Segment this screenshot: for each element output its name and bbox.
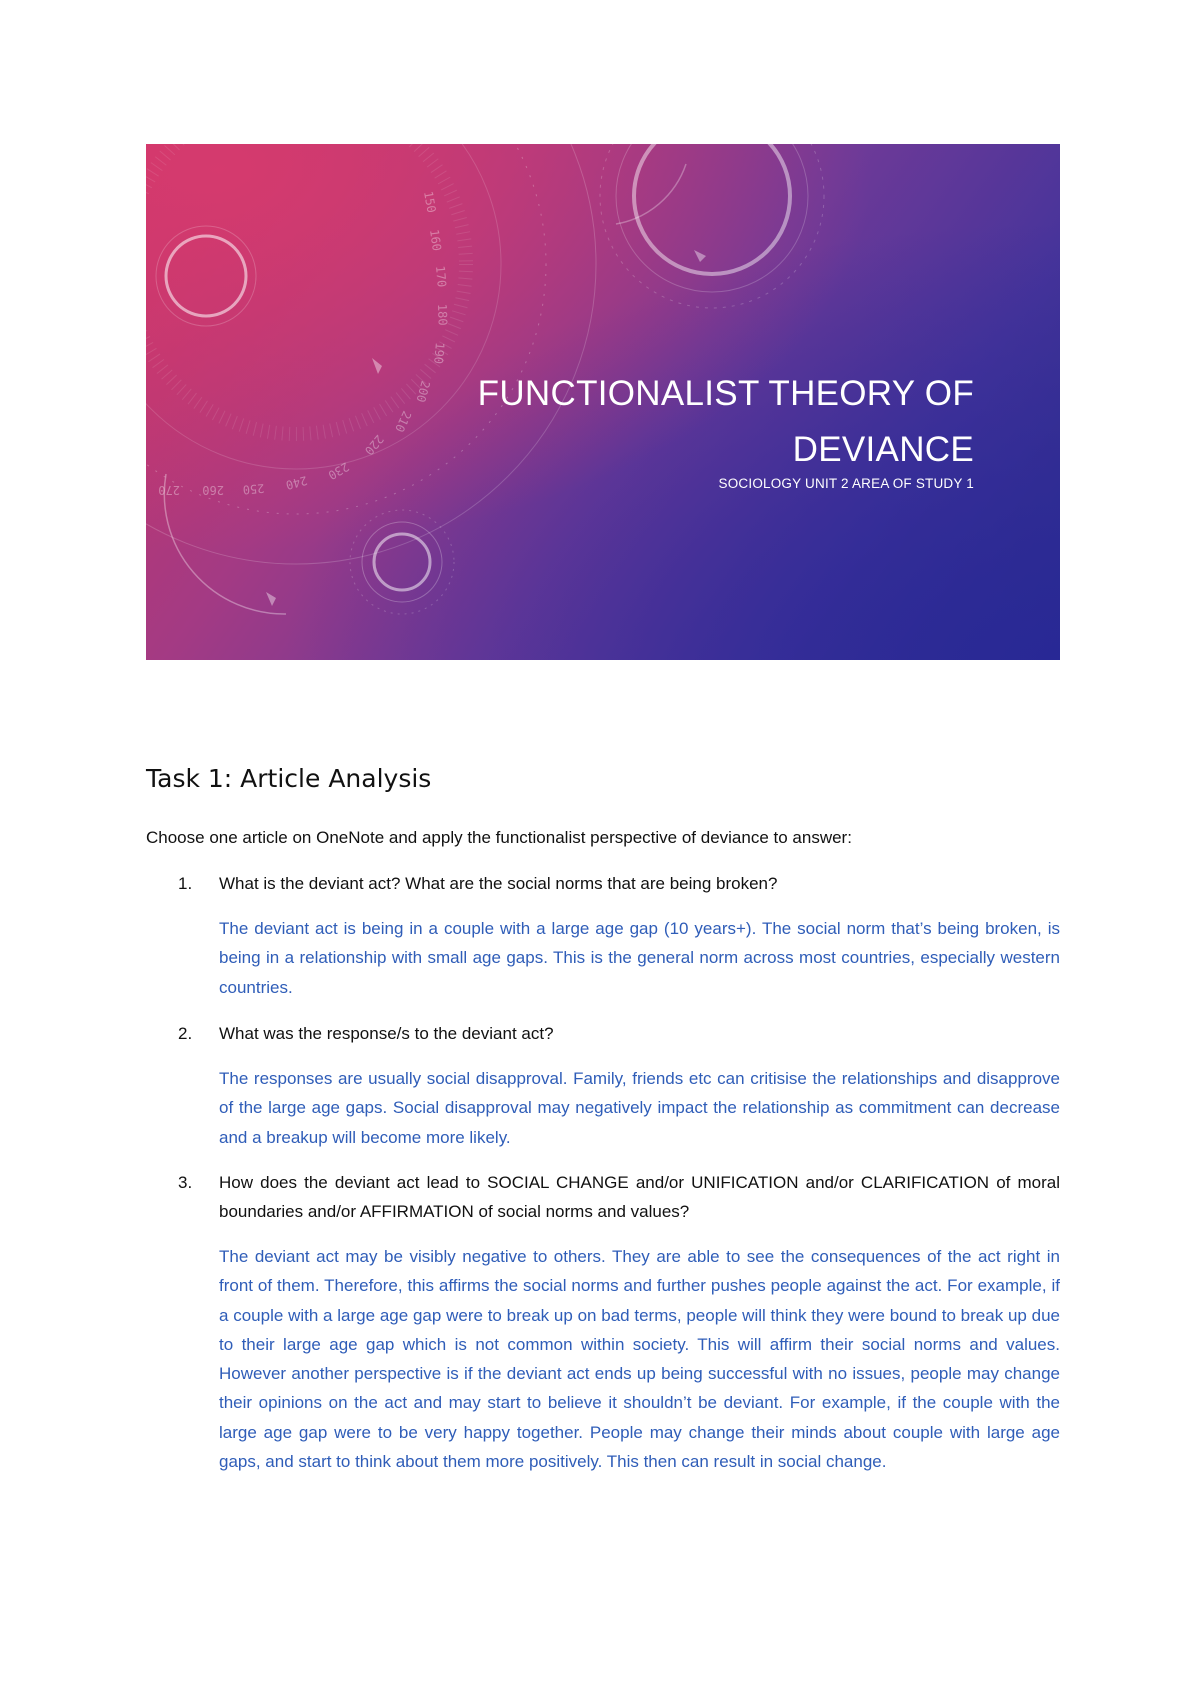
- title-banner-image: [146, 144, 1060, 660]
- svg-text:260: 260: [202, 483, 224, 497]
- question-2-text: What was the response/s to the deviant act?: [219, 1024, 554, 1043]
- banner-title: FUNCTIONALIST THEORY OF DEVIANCE: [477, 374, 974, 469]
- svg-text:160: 160: [427, 228, 444, 252]
- answer-2-text: The responses are usually social disapproval. Family, friends etc can critisise the relationships and disapprove of the large age gaps. Social disapproval may negatively impact the relationship as commitment can decrease and a breakup will become more likely.: [219, 1069, 1060, 1147]
- answer-1-text: The deviant act is being in a couple with a large age gap (10 years+). The social norm that’s being broken, is being in a relationship with small age gaps. This is the general norm across most countries, especially western countries.: [219, 919, 1060, 997]
- task-heading: Task 1: Article Analysis: [146, 764, 432, 793]
- svg-text:270: 270: [158, 483, 180, 497]
- svg-text:150: 150: [421, 190, 439, 214]
- question-2-number: 2.: [178, 1024, 193, 1043]
- question-3-number: 3.: [178, 1173, 193, 1192]
- answer-3-text: The deviant act may be visibly negative to others. They are able to see the consequences of the act right in front of them. Therefore, this affirms the social norms and further pushes people against the act. For example, if a couple with a large age gap were to break up on bad terms, people will think they were bound to break up due to their large age gap which is not common within society. This will affirm their social norms and values. However another perspective is if the deviant act ends up being successful with no issues, people may change their opinions on the act and may start to believe it shouldn’t be deviant. For example, if the couple with the large age gap were to be very happy together. People may change their minds about couple with large age gaps, and start to think about them more positively. This then can result in social change.: [219, 1247, 1060, 1472]
- svg-text:210: 210: [392, 408, 414, 435]
- svg-text:220: 220: [361, 432, 387, 458]
- question-3-text: How does the deviant act lead to SOCIAL CHANGE and/or UNIFICATION and/or CLARIFICATION of moral boundaries and/or AFFIRMATION of social norms and values?: [219, 1173, 1060, 1221]
- svg-text:250: 250: [242, 481, 265, 497]
- svg-text:200: 200: [413, 379, 433, 404]
- svg-text:190: 190: [431, 341, 447, 365]
- svg-text:240: 240: [284, 473, 309, 493]
- svg-text:180: 180: [435, 303, 450, 326]
- task-instructions: Choose one article on OneNote and apply the functionalist perspective of deviance to answer:: [146, 828, 852, 847]
- svg-text:170: 170: [433, 265, 449, 288]
- svg-text:230: 230: [325, 459, 352, 483]
- question-1-text: What is the deviant act? What are the social norms that are being broken?: [219, 874, 778, 893]
- question-1-number: 1.: [178, 874, 193, 893]
- banner-subtitle: SOCIOLOGY UNIT 2 AREA OF STUDY 1: [718, 476, 974, 491]
